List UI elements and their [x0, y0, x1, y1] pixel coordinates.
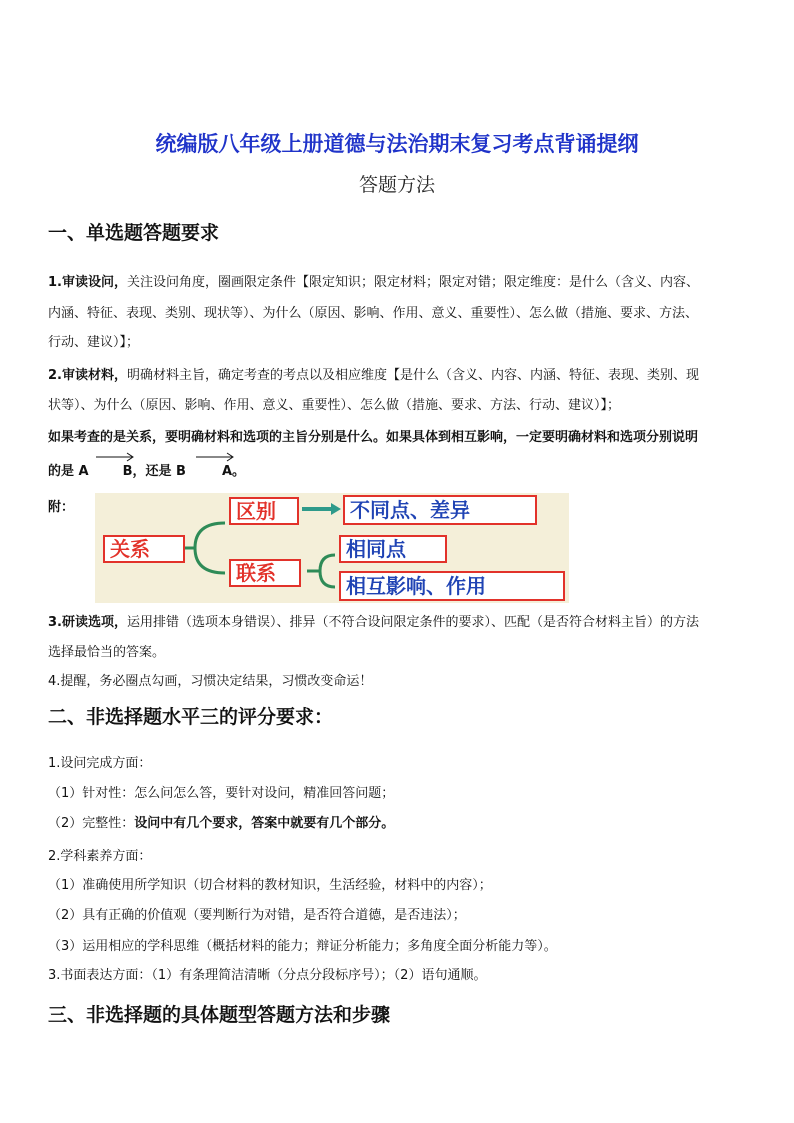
section2-heading: 二、非选择题水平三的评分要求：: [48, 706, 334, 728]
s2-g2-title: 2.学科素养方面：: [48, 849, 152, 864]
s1-item1-lead: 1.审读设问，: [48, 275, 127, 290]
s1-item1-line2: 内涵、特征、表现、类别、现状等）、为什么（原因、影响、作用、意义、重要性）、怎么做（措施、要求、方法、: [48, 306, 699, 321]
s2-g1-title: 1.设问完成方面：: [48, 756, 152, 771]
s1-item4: 4.提醒，务必圈点勾画，习惯决定结果，习惯改变命运！: [48, 674, 373, 689]
s1-item2-lead: 2.审读材料，: [48, 368, 127, 383]
s1-item2-line1: [48, 364, 699, 383]
relation-diagram: [95, 493, 569, 603]
page-title: 统编版八年级上册道德与法治期末复习考点背诵提纲: [155, 132, 639, 156]
s1-item3-line1: [48, 611, 699, 630]
page-subtitle: 答题方法: [358, 174, 435, 196]
s1-item2-text1: 明确材料主旨，确定考查的考点以及相应维度【是什么（含义、内容、内涵、特征、表现、类别、现: [126, 368, 699, 383]
s2-g2-b: （2）具有正确的价值观（要判断行为对错，是否符合道德，是否违法）；: [48, 908, 466, 923]
s1-item3-line2: 选择最恰当的答案。: [48, 645, 166, 660]
s2-g1-a: （1）针对性：怎么问怎么答，要针对设问，精准回答问题；: [48, 786, 395, 801]
section1-heading: 一、单选题答题要求: [48, 222, 220, 244]
s2-g2-c: （3）运用相应的学科思维（概括材料的能力；辩证分析能力；多角度全面分析能力等）。: [48, 939, 557, 954]
diagram-root: 关系: [103, 535, 185, 563]
diagram-branch-difference: 区别: [229, 497, 299, 525]
relation-c: A。: [221, 464, 245, 479]
diagram-connection-result2: 相互影响、作用: [339, 571, 565, 601]
s2-g2-a: （1）准确使用所学知识（切合材料的教材知识，生活经验，材料中的内容）；: [48, 878, 492, 893]
attach-label: 附：: [48, 500, 75, 515]
s2-g3: 3.书面表达方面：（1）有条理简洁清晰（分点分段标序号）；（2）语句通顺。: [48, 968, 487, 983]
s1-item1-text1: 关注设问角度，圈画限定条件【限定知识；限定材料；限定对错；限定维度：是什么（含义、内容、: [126, 275, 699, 290]
section3-heading: 三、非选择题的具体题型答题方法和步骤: [48, 1004, 391, 1026]
diagram-difference-result: 不同点、差异: [343, 495, 537, 525]
s1-item1-line3: 行动、建议）】；: [48, 335, 140, 350]
s2-g1-b: [48, 812, 394, 831]
arrow-b-to-a-icon: [196, 452, 236, 462]
s2-g1-b-rest: 设问中有几个要求，答案中就要有几个部分。: [134, 816, 395, 831]
s1-item1-line1: [48, 271, 699, 290]
diagram-connection-result1: 相同点: [339, 535, 447, 563]
relation-line1: 如果考查的是关系，要明确材料和选项的主旨分别是什么。如果具体到相互影响，一定要明确材料和选项分别说明: [48, 430, 699, 445]
arrow-a-to-b-icon: [96, 452, 136, 462]
relation-a: 的是 A: [48, 464, 89, 479]
relation-line2: [48, 460, 245, 479]
s2-g1-b-lead: （2）完整性：: [48, 816, 135, 831]
s1-item2-line2: 状等）、为什么（原因、影响、作用、意义、重要性）、怎么做（措施、要求、方法、行动、建议）】；: [48, 398, 621, 413]
s1-item3-lead: 3.研读选项，: [48, 615, 127, 630]
diagram-branch-connection: 联系: [229, 559, 301, 587]
relation-b: B，还是 B: [122, 464, 186, 479]
s1-item3-text1: 运用排错（选项本身错误）、排异（不符合设问限定条件的要求）、匹配（是否符合材料主旨）的方法: [126, 615, 699, 630]
